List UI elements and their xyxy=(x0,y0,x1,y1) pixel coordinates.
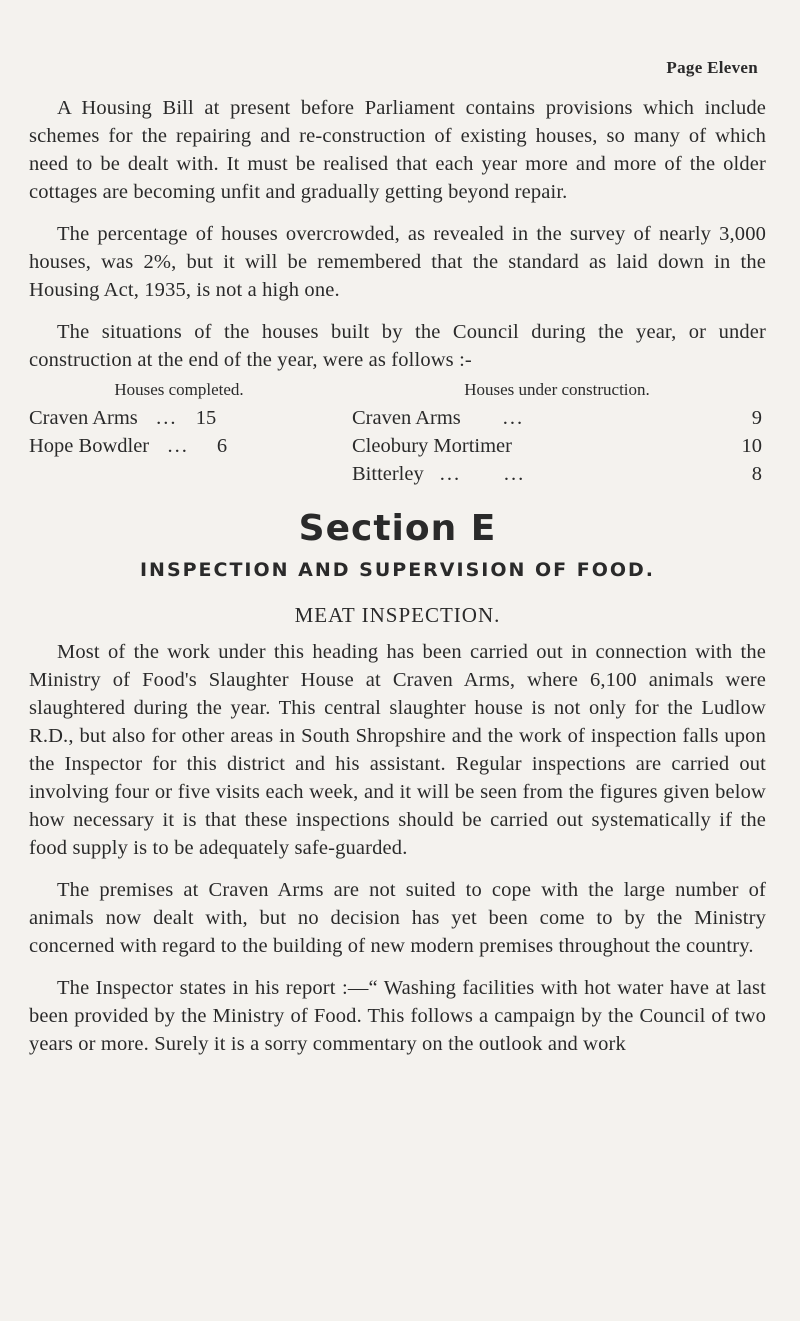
location-name: Hope Bowdler xyxy=(29,435,150,457)
page-content xyxy=(29,94,766,1072)
leader-dots: ... xyxy=(167,435,189,457)
table-row xyxy=(29,404,329,432)
paragraph-premises: The premises at Craven Arms are not suited to cope with the large number of animals now dealt with, but no decision has yet been come to by the Ministry concerned with regard to the building of new modern premises throughout the country. xyxy=(29,879,766,957)
table-row xyxy=(29,432,329,460)
paragraph-meat-inspection: Most of the work under this heading has been carried out in connection with the Ministry of Food's Slaughter House at Craven Arms, where 6,100 animals were slaughtered during the year. This central slaughter house is not only for the Ludlow R.D., but also for other areas in South Shropshire and the work of inspection falls upon the Inspector for this district and his assistant. Regular inspections are carried out involving four or five visits each week, and it will be seen from the figures given below how necessary it is that these inspections should be carried out systematically if the food supply is to be adequately safe-guarded. xyxy=(29,641,766,859)
leader-dots: ... ... xyxy=(439,463,526,485)
house-count: 10 xyxy=(741,435,762,457)
meat-inspection-heading: MEAT INSPECTION. xyxy=(294,603,501,627)
location-name: Bitterley xyxy=(352,463,424,485)
location-name: Craven Arms xyxy=(29,407,138,429)
location-name: Cleobury Mortimer xyxy=(352,435,512,457)
table-row xyxy=(352,432,762,460)
leader-dots: ... xyxy=(156,407,178,429)
house-count: 6 xyxy=(216,435,228,457)
houses-table xyxy=(29,378,766,488)
houses-completed-column xyxy=(29,378,329,488)
page-number: Page Eleven xyxy=(666,58,758,77)
section-subtitle: INSPECTION AND SUPERVISION OF FOOD. xyxy=(139,559,656,581)
house-count: 9 xyxy=(751,407,762,429)
houses-completed-header: Houses completed. xyxy=(114,380,244,399)
paragraph-inspector-report: The Inspector states in his report :—“ Washing facilities with hot water have at last been provided by the Ministry of Food. This follows a campaign by the Council of two years or more. Surely it is a sorry commentary on the outlook and work xyxy=(29,977,766,1055)
houses-under-construction-header: Houses under construction. xyxy=(464,380,650,399)
paragraph-housing-bill: A Housing Bill at present before Parliament contains provisions which include schemes for the repairing and re-construction of existing houses, so many of which need to be dealt with. It must be realised that each year more and more of the older cottages are becoming unfit and gradually getting beyond repair. xyxy=(29,97,766,203)
location-name: Craven Arms xyxy=(352,407,461,429)
house-count: 15 xyxy=(195,407,217,429)
houses-under-construction-column xyxy=(352,378,762,488)
leader-dots: ... xyxy=(502,407,525,429)
paragraph-overcrowding: The percentage of houses overcrowded, as revealed in the survey of nearly 3,000 houses, was 2%, but it will be remembered that the standard as laid down in the Housing Act, 1935, is not a high one. xyxy=(29,223,766,301)
table-row xyxy=(352,460,762,488)
section-title: Section E xyxy=(298,508,497,549)
table-row xyxy=(352,404,762,432)
house-count: 8 xyxy=(751,463,762,485)
paragraph-house-situations: The situations of the houses built by the Council during the year, or under construction at the end of the year, were as follows :- xyxy=(29,321,766,371)
